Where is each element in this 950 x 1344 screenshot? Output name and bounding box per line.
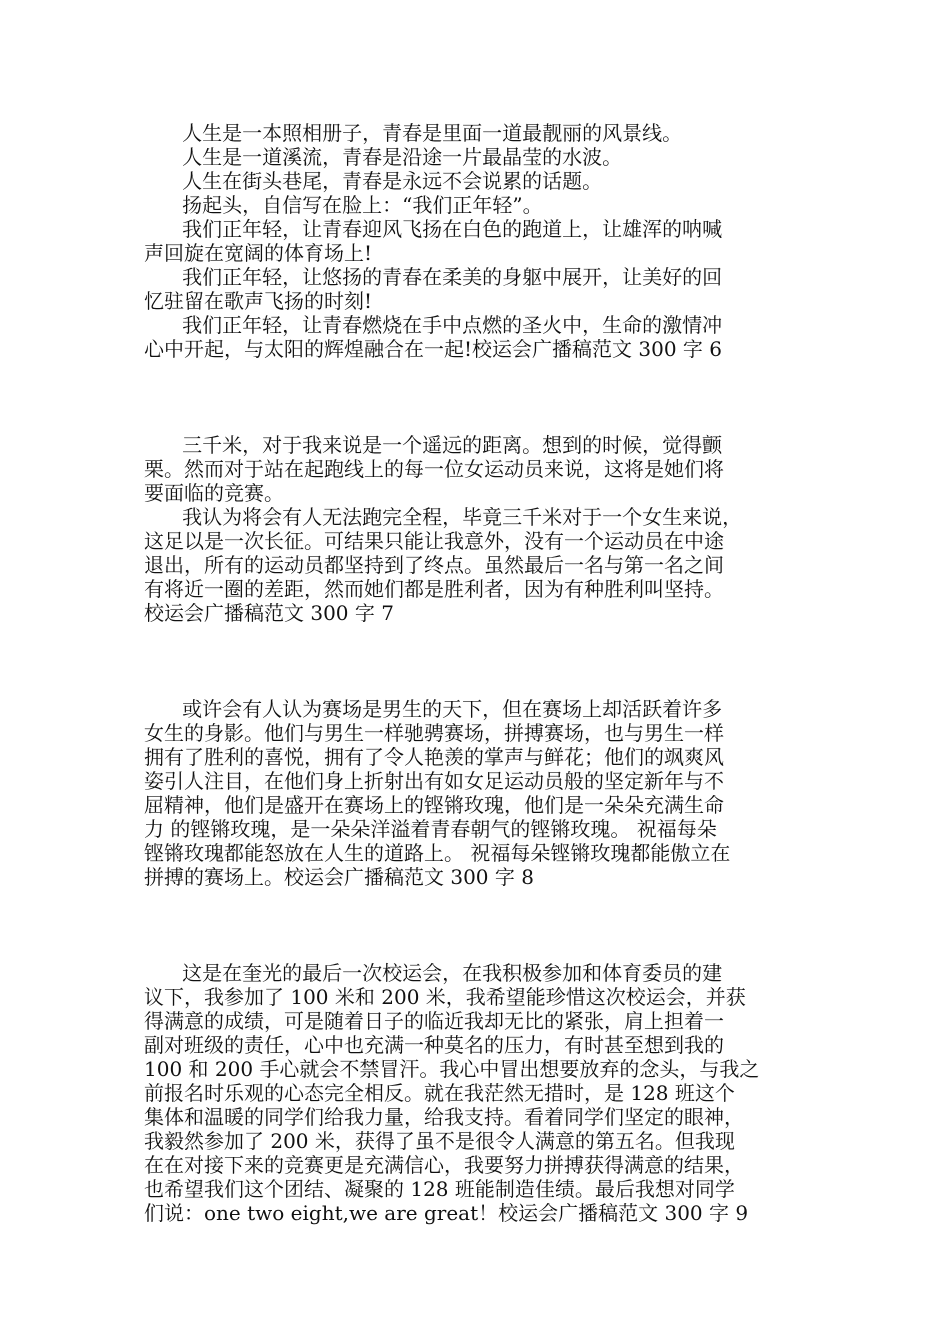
text-line: 这足以是一次长征。可结果只能让我意外，没有一个运动员在中途 <box>144 529 724 553</box>
text-line: 我们正年轻，让青春燃烧在手中点燃的圣火中，生命的激情冲 <box>144 313 723 337</box>
section-gap <box>144 889 810 961</box>
text-line: 我们正年轻，让悠扬的青春在柔美的身躯中展开，让美好的回 <box>144 265 723 289</box>
text-line: 三千米，对于我来说是一个遥远的距离。想到的时候，觉得颤 <box>144 433 723 457</box>
text-line: 人生是一本照相册子，青春是里面一道最靓丽的风景线。 <box>144 121 683 145</box>
document-body <box>144 121 810 1225</box>
text-line: 屈精神，他们是盛开在赛场上的铿锵玫瑰，他们是一朵朵充满生命 <box>144 793 724 817</box>
text-line: 100 和 200 手心就会不禁冒汗。我心中冒出想要放弃的念头，与我之 <box>144 1057 760 1081</box>
text-line: 铿锵玫瑰都能怒放在人生的道路上。 祝福每朵铿锵玫瑰都能傲立在 <box>144 841 731 865</box>
text-line: 力 的铿锵玫瑰，是一朵朵洋溢着青春朝气的铿锵玫瑰。 祝福每朵 <box>144 817 717 841</box>
text-line: 扬起头，自信写在脸上：“我们正年轻”。 <box>144 193 543 217</box>
text-line: 栗。然而对于站在起跑线上的每一位女运动员来说，这将是她们将 <box>144 457 724 481</box>
section-2 <box>144 433 810 625</box>
text-line: 人生在街头巷尾，青春是永远不会说累的话题。 <box>144 169 603 193</box>
text-line: 集体和温暖的同学们给我力量，给我支持。看着同学们坚定的眼神， <box>144 1105 744 1129</box>
text-line: 拼搏的赛场上。校运会广播稿范文 300 字 8 <box>144 865 534 889</box>
text-line: 议下，我参加了 100 米和 200 米，我希望能珍惜这次校运会，并获 <box>144 985 746 1009</box>
text-line: 副对班级的责任，心中也充满一种莫名的压力，有时甚至想到我的 <box>144 1033 724 1057</box>
text-line: 心中开起，与太阳的辉煌融合在一起!校运会广播稿范文 300 字 6 <box>144 337 723 361</box>
section-gap <box>144 625 810 697</box>
section-1 <box>144 121 810 361</box>
text-line: 退出，所有的运动员都坚持到了终点。虽然最后一名与第一名之间 <box>144 553 724 577</box>
text-line: 姿引人注目，在他们身上折射出有如女足运动员般的坚定新年与不 <box>144 769 724 793</box>
text-line: 校运会广播稿范文 300 字 7 <box>144 601 394 625</box>
text-line: 拥有了胜利的喜悦，拥有了令人艳羡的掌声与鲜花；他们的飒爽风 <box>144 745 724 769</box>
text-line: 得满意的成绩，可是随着日子的临近我却无比的紧张，肩上担着一 <box>144 1009 724 1033</box>
text-line: 声回旋在宽阔的体育场上! <box>144 241 373 265</box>
text-line: 或许会有人认为赛场是男生的天下，但在赛场上却活跃着许多 <box>144 697 723 721</box>
text-line: 我认为将会有人无法跑完全程，毕竟三千米对于一个女生来说， <box>144 505 743 529</box>
text-line: 前报名时乐观的心态完全相反。就在我茫然无措时，是 128 班这个 <box>144 1081 735 1105</box>
text-line: 要面临的竞赛。 <box>144 481 284 505</box>
text-line: 女生的身影。他们与男生一样驰骋赛场，拼搏赛场，也与男生一样 <box>144 721 724 745</box>
text-line: 们说：one two eight,we are great！校运会广播稿范文 300 字 9 <box>144 1201 749 1225</box>
section-gap <box>144 361 810 433</box>
text-line: 我们正年轻，让青春迎风飞扬在白色的跑道上，让雄浑的呐喊 <box>144 217 723 241</box>
section-4 <box>144 961 810 1225</box>
section-3 <box>144 697 810 889</box>
text-line: 人生是一道溪流，青春是沿途一片最晶莹的水波。 <box>144 145 623 169</box>
text-line: 这是在奎光的最后一次校运会，在我积极参加和体育委员的建 <box>144 961 723 985</box>
text-line: 也希望我们这个团结、凝聚的 128 班能制造佳绩。最后我想对同学 <box>144 1177 735 1201</box>
text-line: 有将近一圈的差距，然而她们都是胜利者，因为有种胜利叫坚持。 <box>144 577 724 601</box>
text-line: 在在对接下来的竞赛更是充满信心，我要努力拼搏获得满意的结果， <box>144 1153 744 1177</box>
text-line: 忆驻留在歌声飞扬的时刻! <box>144 289 373 313</box>
text-line: 我毅然参加了 200 米，获得了虽不是很令人满意的第五名。但我现 <box>144 1129 735 1153</box>
